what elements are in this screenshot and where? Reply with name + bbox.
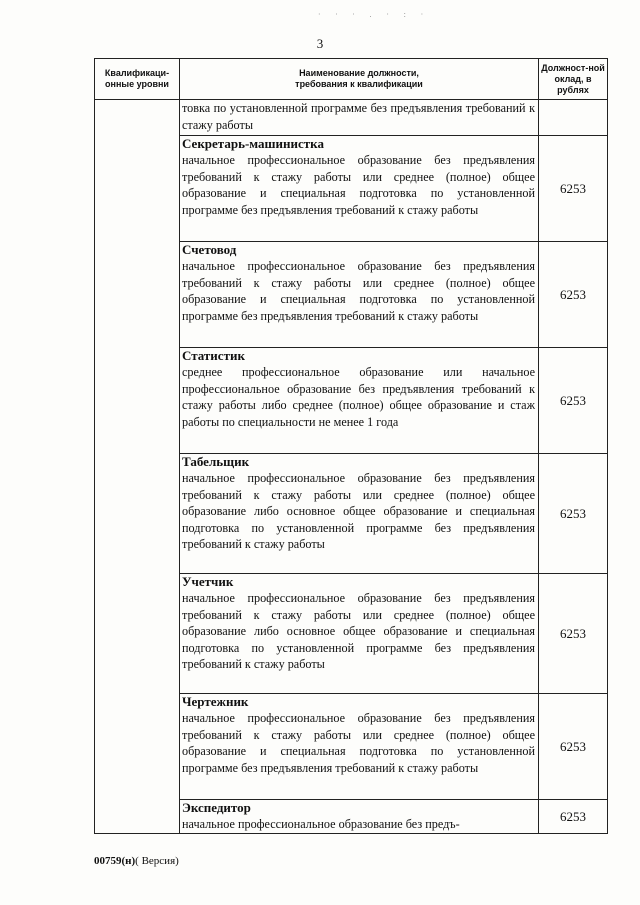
salary-value: 6253 [539, 694, 608, 800]
header-position-line1: Наименование должности, [299, 68, 419, 78]
position-cell [180, 242, 539, 348]
table-header-row [95, 59, 608, 100]
continuation-text: товка по установленной программе без предъявления требований к стажу работы [182, 101, 535, 132]
salary-table [94, 58, 608, 834]
position-requirements: начальное профессиональное образование без предъ- [182, 817, 460, 831]
salary-value: 6253 [539, 574, 608, 694]
position-title: Статистик [182, 348, 245, 363]
salary-value: 6253 [539, 800, 608, 834]
position-title: Чертежник [182, 694, 249, 709]
document-footer [94, 855, 179, 867]
header-qualification-levels: Квалификаци-онные уровни [95, 59, 180, 100]
continuation-cell [180, 100, 539, 136]
salary-value: 6253 [539, 454, 608, 574]
position-requirements: начальное профессиональное образование без предъявления требований к стажу работы или среднее (полное) общее образование и специальная подготовка по установленной программе без предъявления требований к стажу работы [182, 259, 535, 323]
position-requirements: начальное профессиональное образование без предъявления требований к стажу работы или среднее (полное) общее образование и специальная подготовка по установленной программе без предъявления требований к стажу работы [182, 711, 535, 775]
position-requirements: среднее профессиональное образование или начальное профессиональное образование без предъявления требований к стажу работы либо среднее (полное) общее образование и стаж работы по специальности не менее 1 года [182, 365, 535, 429]
salary-value: 6253 [539, 348, 608, 454]
position-cell [180, 348, 539, 454]
table-row-continuation [95, 100, 608, 136]
header-position-line2: требования к квалификации [295, 79, 423, 89]
position-requirements: начальное профессиональное образование без предъявления требований к стажу работы или среднее (полное) общее образование и специальная подготовка по установленной программе без предъявления требований к стажу работы [182, 153, 535, 217]
page-number: 3 [316, 36, 324, 51]
scan-noise-marks: · · · . · : · [318, 10, 430, 19]
position-cell [180, 136, 539, 242]
position-title: Табельщик [182, 454, 250, 469]
document-code: 00759(н) [94, 855, 136, 867]
position-requirements: начальное профессиональное образование без предъявления требований к стажу работы или среднее (полное) общее образование либо основное общее образование и специальная подготовка по установленной программе без предъявления требований к стажу работы [182, 591, 535, 672]
document-version: ( Версия) [135, 855, 179, 867]
position-title: Секретарь-машинистка [182, 136, 324, 151]
position-cell [180, 574, 539, 694]
continuation-salary-cell [539, 100, 608, 136]
position-cell [180, 454, 539, 574]
position-title: Экспедитор [182, 800, 251, 815]
position-cell [180, 800, 539, 834]
position-title: Счетовод [182, 242, 237, 257]
header-salary: Должност-ной оклад, в рублях [539, 59, 608, 100]
qualification-level-cell [95, 100, 180, 834]
position-cell [180, 694, 539, 800]
salary-value: 6253 [539, 242, 608, 348]
header-position-requirements [180, 59, 539, 100]
salary-value: 6253 [539, 136, 608, 242]
position-requirements: начальное профессиональное образование без предъявления требований к стажу работы или среднее (полное) общее образование либо основное общее образование и специальная подготовка по установленной программе без предъявления требований к стажу работы [182, 471, 535, 552]
position-title: Учетчик [182, 574, 234, 589]
